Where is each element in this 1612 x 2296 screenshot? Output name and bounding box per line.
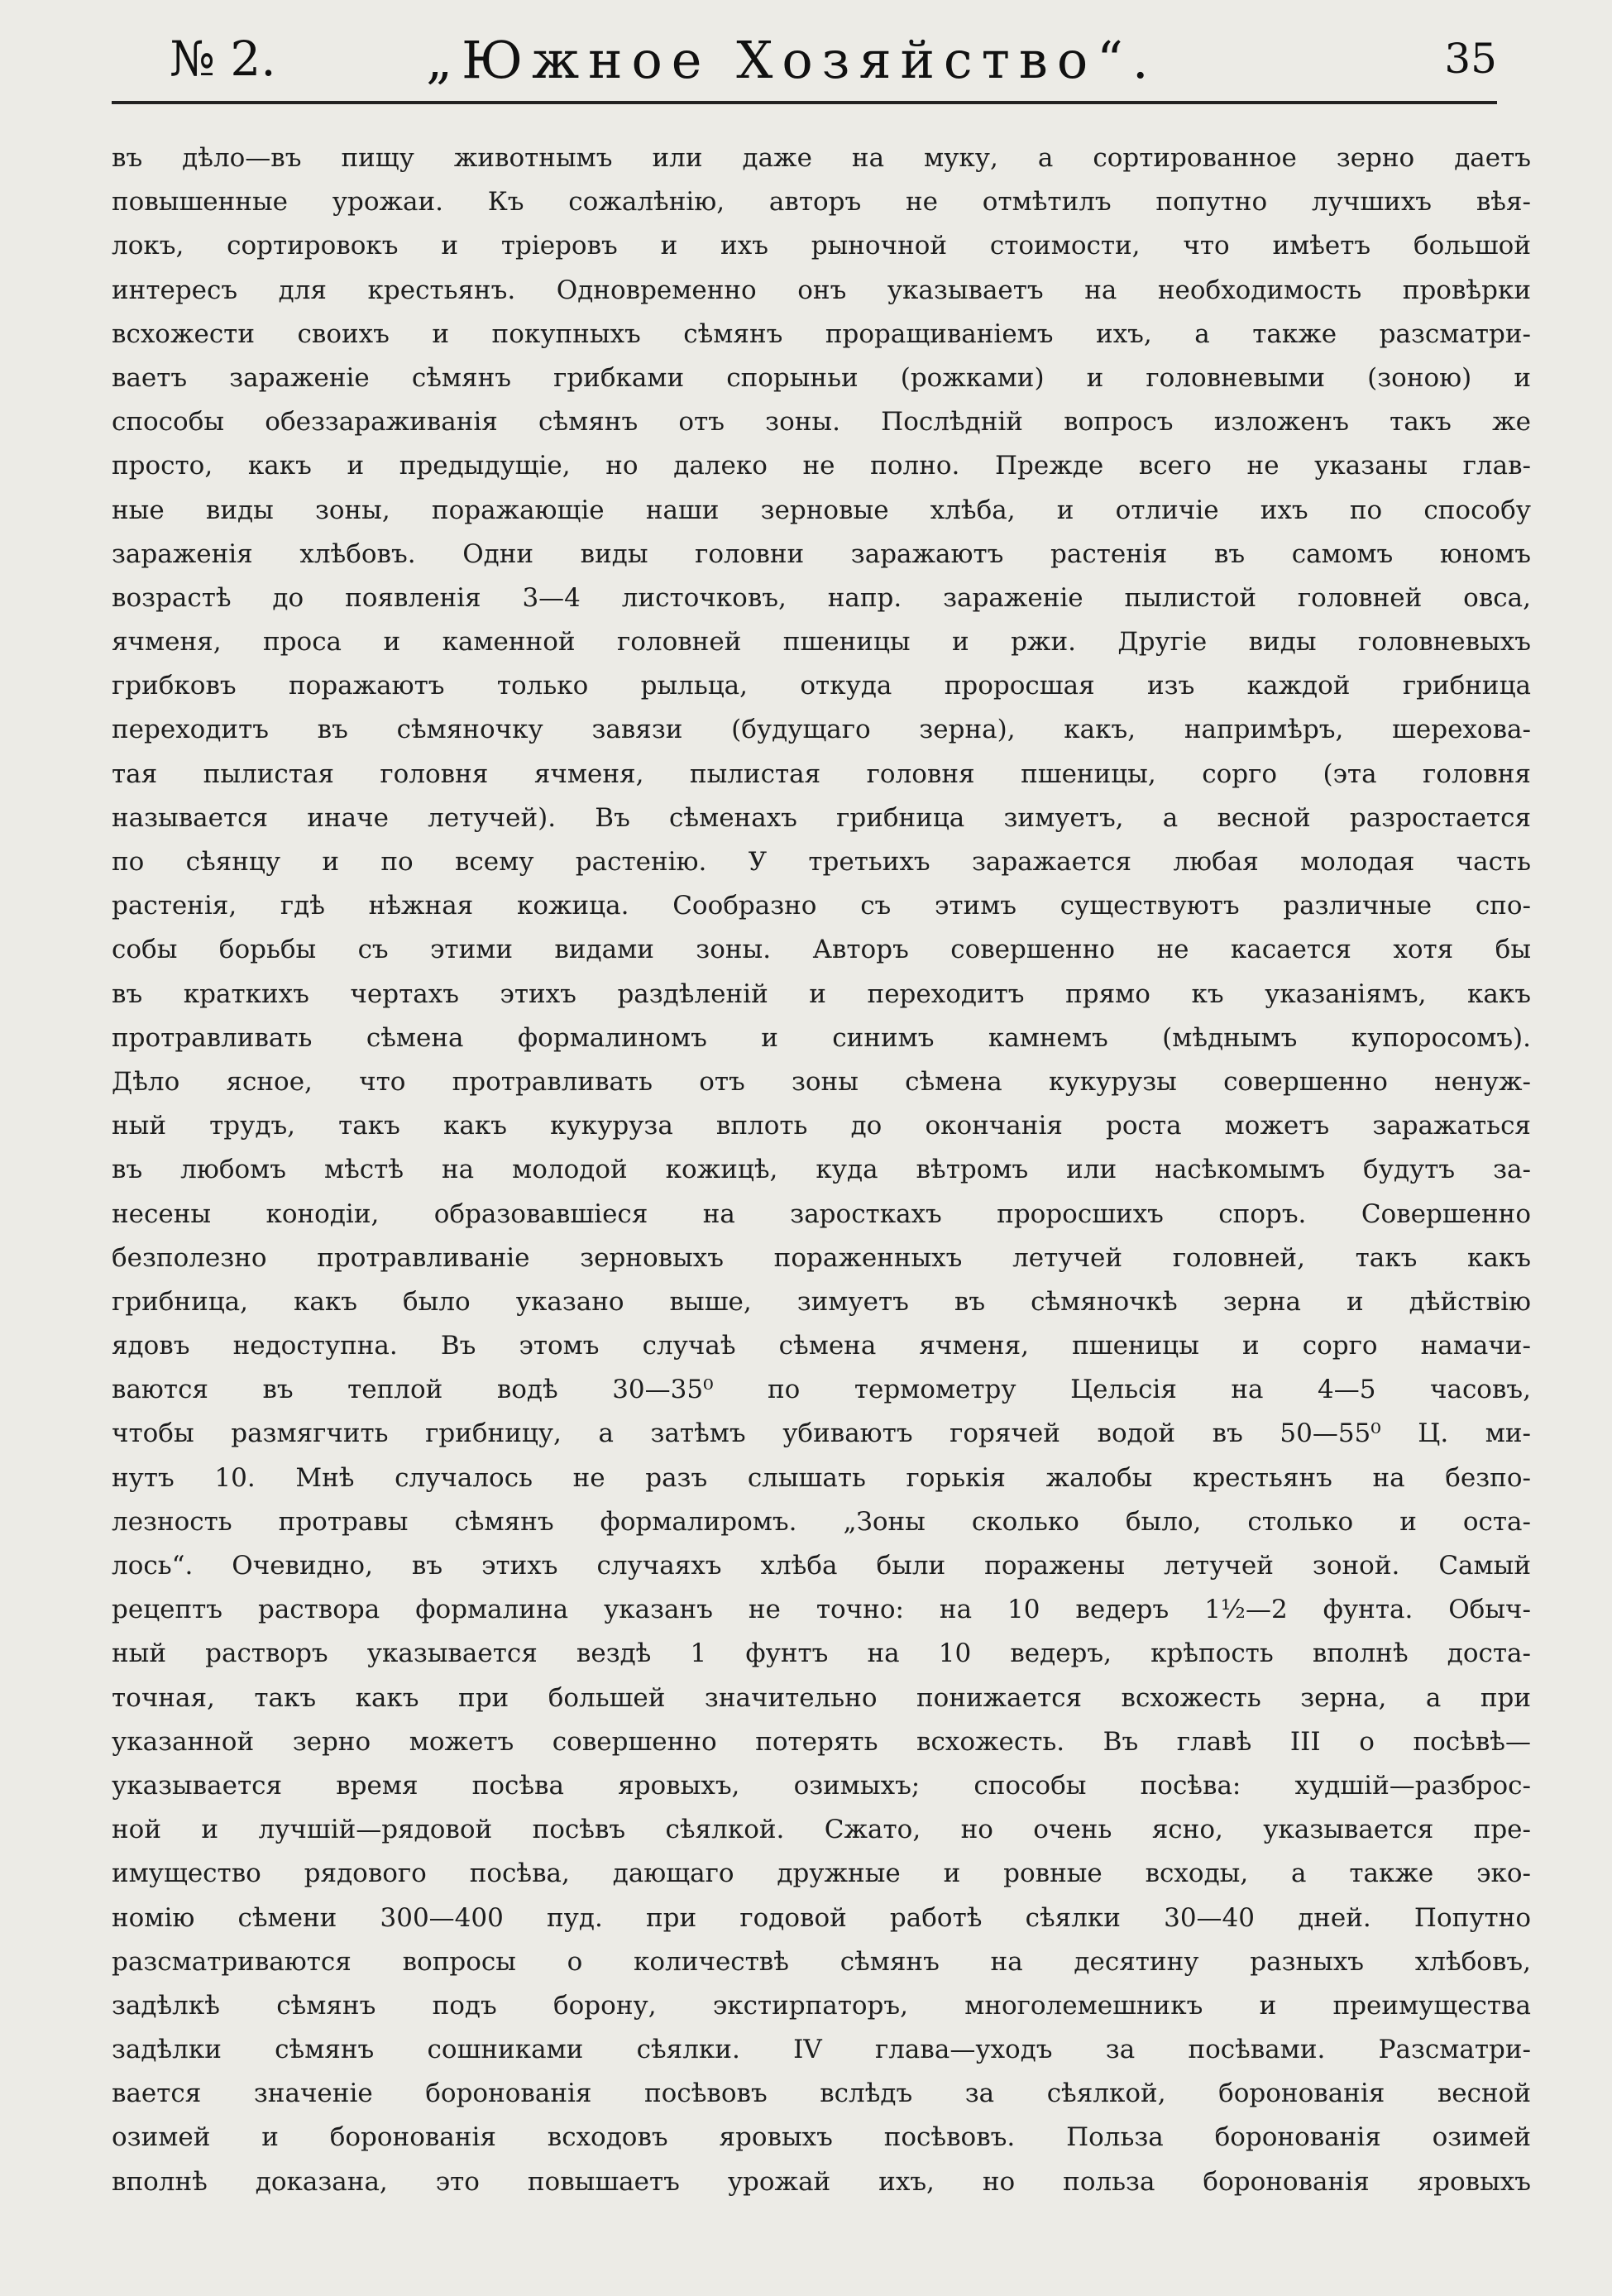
text-line: тая пылистая головня ячменя, пылистая головня пшеницы, сорго (эта головня [112,758,1531,789]
text-line: разсматриваются вопросы о количествѣ сѣмянъ на десятину разныхъ хлѣбовъ, [112,1946,1531,1977]
header-rule [112,101,1497,104]
text-line: называется иначе летучей). Въ сѣменахъ грибница зимуетъ, а весной разростается [112,802,1531,833]
text-line: въ краткихъ чертахъ этихъ раздѣленій и переходитъ прямо къ указаніямъ, какъ [112,978,1531,1009]
text-line: несены конодіи, образовавшіеся на заросткахъ проросшихъ споръ. Совершенно [112,1198,1531,1229]
text-line: всхожести своихъ и покупныхъ сѣмянъ проращиваніемъ ихъ, а также разсматри- [112,318,1531,349]
text-line: задѣлки сѣмянъ сошниками сѣялки. IV глава—уходъ за посѣвами. Разсматри- [112,2035,1531,2065]
text-line: по сѣянцу и по всему растенію. У третьихъ заражается любая молодая часть [112,847,1531,877]
text-line: Дѣло ясное, что протравливать отъ зоны сѣмена кукурузы совершенно ненуж- [112,1066,1531,1097]
text-line: задѣлкѣ сѣмянъ подъ борону, экстирпаторъ, многолемешникъ и преимущества [112,1990,1531,2021]
text-line: въ дѣло—въ пищу животнымъ или даже на муку, а сортированное зерно даетъ [112,143,1531,173]
text-line: рецептъ раствора формалина указанъ не точно: на 10 ведеръ 1½—2 фунта. Обыч- [112,1595,1531,1625]
text-line: вается значеніе боронованія посѣвовъ вслѣдъ за сѣялкой, боронованія весной [112,2078,1531,2109]
text-line: переходитъ въ сѣмяночку завязи (будущаго зерна), какъ, напримѣръ, шерехова- [112,715,1531,745]
text-line: имущество рядового посѣва, дающаго дружные и ровные всходы, а также эко- [112,1858,1531,1889]
journal-title: „Южное Хозяйство“. [426,30,1158,90]
text-line: чтобы размягчить грибницу, а затѣмъ убиваютъ горячей водой въ 50—55⁰ Ц. ми- [112,1418,1531,1449]
text-line: интересъ для крестьянъ. Одновременно онъ указываетъ на необходимость провѣрки [112,275,1531,305]
text-line: номію сѣмени 300—400 пуд. при годовой работѣ сѣялки 30—40 дней. Попутно [112,1902,1531,1933]
text-line: нутъ 10. Мнѣ случалось не разъ слышать горькія жалобы крестьянъ на безпо- [112,1462,1531,1493]
text-line: указанной зерно можетъ совершенно потерять всхожесть. Въ главѣ III о посѣвѣ— [112,1726,1531,1757]
text-line: способы обеззараживанія сѣмянъ отъ зоны. Послѣдній вопросъ изложенъ такъ же [112,407,1531,438]
text-line: ячменя, проса и каменной головней пшеницы и ржи. Другіе виды головневыхъ [112,627,1531,658]
text-line: лезность протравы сѣмянъ формалиромъ. „Зоны сколько было, столько и оста- [112,1506,1531,1537]
text-line: въ любомъ мѣстѣ на молодой кожицѣ, куда вѣтромъ или насѣкомымъ будутъ за- [112,1155,1531,1185]
page-number: 35 [1444,35,1497,83]
article-body [112,136,1531,2204]
text-line: ный растворъ указывается вездѣ 1 фунтъ на 10 ведеръ, крѣпость вполнѣ доста- [112,1638,1531,1669]
text-line: вполнѣ доказана, это повышаетъ урожай ихъ, но польза боронованія яровыхъ [112,2166,1531,2197]
text-line: грибница, какъ было указано выше, зимуетъ въ сѣмяночкѣ зерна и дѣйствію [112,1286,1531,1317]
text-line: грибковъ поражаютъ только рыльца, откуда проросшая изъ каждой грибница [112,671,1531,701]
text-line: зараженія хлѣбовъ. Одни виды головни заражаютъ растенія въ самомъ юномъ [112,538,1531,569]
text-line: безполезно протравливаніе зерновыхъ пораженныхъ летучей головней, такъ какъ [112,1242,1531,1273]
text-line: ваетъ зараженіе сѣмянъ грибками спорыньи (рожками) и головневыми (зонoю) и [112,362,1531,393]
text-line: точная, такъ какъ при большей значительно понижается всхожесть зерна, а при [112,1682,1531,1713]
text-line: собы борьбы съ этими видами зоны. Авторъ совершенно не касается хотя бы [112,935,1531,965]
text-line: указывается время посѣва яровыхъ, озимыхъ; способы посѣва: худшій—разброс- [112,1770,1531,1801]
text-line: повышенные урожаи. Къ сожалѣнію, авторъ не отмѣтилъ попутно лучшихъ вѣя- [112,187,1531,218]
text-line: ные виды зоны, поражающіе наши зерновые хлѣба, и отличіе ихъ по способу [112,495,1531,525]
page-header [112,28,1497,104]
text-line: растенія, гдѣ нѣжная кожица. Сообразно съ этимъ существуютъ различные спо- [112,891,1531,921]
issue-number: № 2. [170,31,276,87]
text-line: ваются въ теплой водѣ 30—35⁰ по термометру Цельсія на 4—5 часовъ, [112,1375,1531,1405]
text-line: лось“. Очевидно, въ этихъ случаяхъ хлѣба были поражены летучей зоной. Самый [112,1551,1531,1581]
text-line: протравливать сѣмена формалиномъ и синимъ камнемъ (мѣднымъ купоросомъ). [112,1022,1531,1053]
text-line: ной и лучшій—рядовой посѣвъ сѣялкой. Сжато, но очень ясно, указывается пре- [112,1815,1531,1845]
text-line: возрастѣ до появленія 3—4 листочковъ, напр. зараженіе пылистой головней овса, [112,582,1531,613]
text-line: локъ, сортировокъ и тріеровъ и ихъ рыночной стоимости, что имѣетъ большой [112,231,1531,261]
text-line: ядовъ недоступна. Въ этомъ случаѣ сѣмена ячменя, пшеницы и сорго намачи- [112,1331,1531,1361]
text-line: ный трудъ, такъ какъ кукуруза вплоть до окончанія роста можетъ заражаться [112,1111,1531,1141]
text-line: просто, какъ и предыдущіе, но далеко не полно. Прежде всего не указаны глав- [112,451,1531,481]
text-line: озимей и боронованія всходовъ яровыхъ посѣвовъ. Польза боронованія озимей [112,2122,1531,2153]
